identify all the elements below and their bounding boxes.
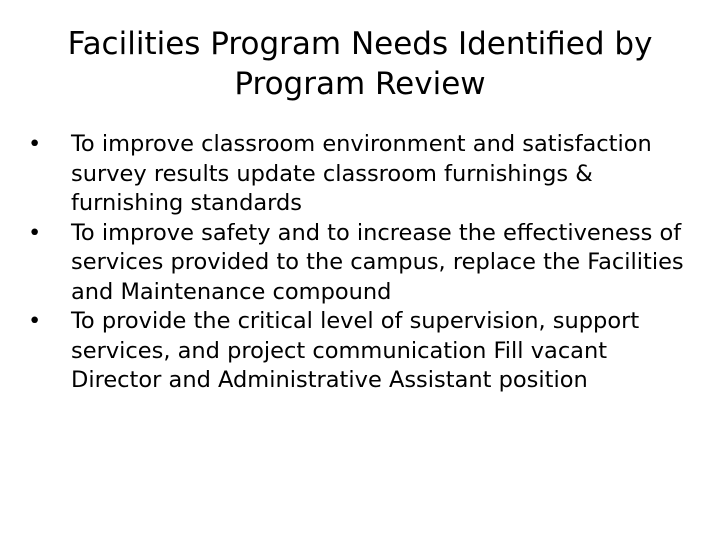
bullet-icon: • <box>28 308 42 334</box>
bullet-item <box>28 130 700 219</box>
bullet-text: To provide the critical level of supervision, support services, and project communication Fill vacant Director and Administrative Assistant position <box>71 308 640 393</box>
bullet-icon: • <box>28 131 42 157</box>
bullet-list <box>28 130 700 396</box>
bullet-item <box>28 219 700 308</box>
bullet-text: To improve classroom environment and satisfaction survey results update classroom furnishings & furnishing standards <box>71 131 652 216</box>
bullet-icon: • <box>28 219 42 246</box>
bullet-text: To improve safety and to increase the effectiveness of services provided to the campus, replace the Facilities and Maintenance compound <box>71 219 684 305</box>
slide-title: Facilities Program Needs Identified by Program Review <box>67 26 653 102</box>
bullet-item <box>28 307 700 396</box>
